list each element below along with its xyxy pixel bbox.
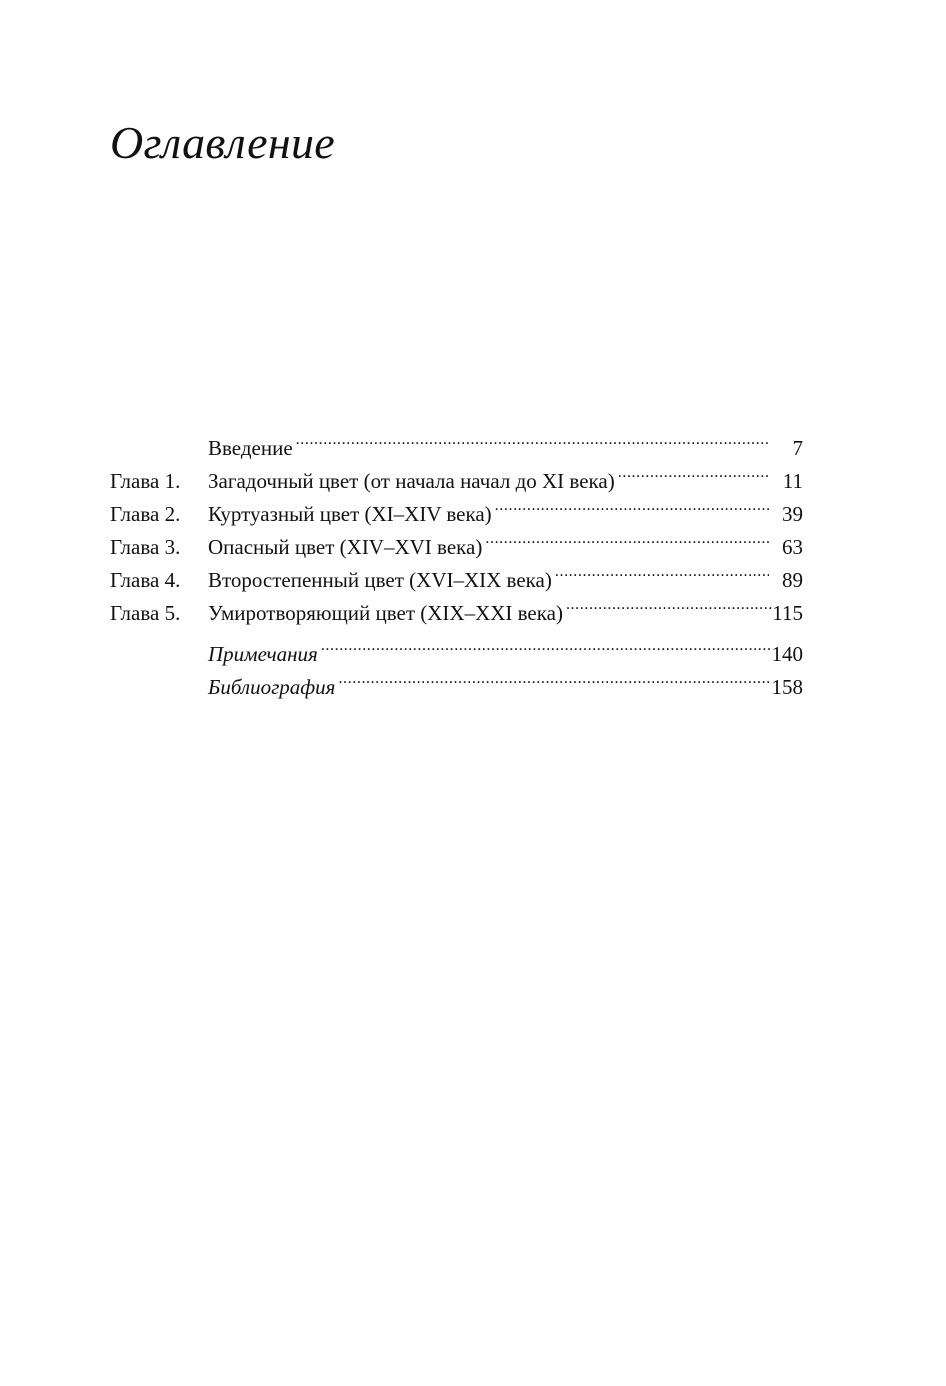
toc-entry-page: 140	[771, 642, 803, 666]
toc-entry-page: 89	[782, 568, 803, 592]
table-of-contents	[110, 422, 803, 699]
toc-entry-title: Куртуазный цвет (XI–XIV века)	[208, 502, 492, 526]
toc-entry-title: Библиография	[208, 675, 336, 699]
toc-entry-label: Глава 4.	[110, 568, 181, 592]
dot-leader	[555, 554, 769, 587]
toc-entry-label: Глава 2.	[110, 502, 181, 526]
toc-entry-title: Умиротворяющий цвет (XIX–XXI века)	[208, 601, 563, 625]
dot-leader	[495, 488, 769, 521]
dot-leader	[321, 628, 772, 661]
toc-entry-introduction[interactable]	[110, 422, 803, 460]
toc-entry-title: Загадочный цвет (от начала начал до XI века)	[208, 469, 615, 493]
dot-leader	[566, 587, 772, 620]
toc-entry-label: Глава 5.	[110, 601, 181, 625]
toc-entry-title: Опасный цвет (XIV–XVI века)	[208, 535, 483, 559]
toc-entry-label: Глава 1.	[110, 469, 181, 493]
page-title: Оглавление	[110, 117, 336, 168]
toc-entry-page: 63	[782, 535, 803, 559]
toc-entry-page: 39	[782, 502, 803, 526]
dot-leader	[485, 521, 769, 554]
dot-leader	[296, 422, 769, 455]
dot-leader	[338, 661, 771, 694]
toc-entry-page: 158	[771, 675, 803, 699]
toc-entry-page: 11	[782, 469, 803, 493]
toc-entry-page: 115	[772, 601, 803, 625]
toc-entry-title: Второстепенный цвет (XVI–XIX века)	[208, 568, 552, 592]
toc-entry-title: Введение	[208, 436, 293, 460]
toc-entry-notes[interactable]	[110, 628, 803, 666]
dot-leader	[618, 455, 769, 488]
toc-entry-label: Глава 3.	[110, 535, 181, 559]
toc-entry-page: 7	[792, 436, 803, 460]
toc-entry-title: Примечания	[208, 642, 318, 666]
